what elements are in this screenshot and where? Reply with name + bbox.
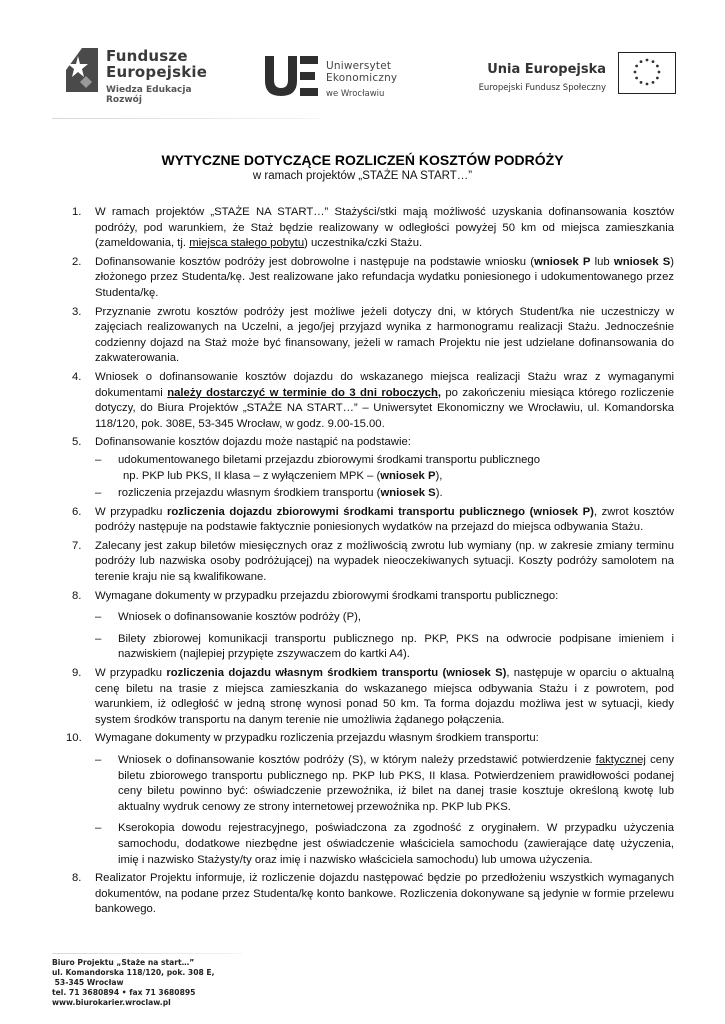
item-text: , następuje w oparciu o aktualną cenę biletu na trasie z miejsca zamieszkania do wskazanego miejsca odbywania Stażu i z powrotem, pod warunkiem, iż odległość w jedną stronę wynosi ponad 50 km. Ta forma dojazdu możliwa jest w sytuacji, kiedy system środków transportu na danym terenie nie umożliwia żądanego połączenia. — [95, 667, 675, 726]
footer-website-link[interactable]: www.biurokarier.wroclaw.pl — [52, 998, 171, 1007]
item-bold-text: wniosek S — [613, 255, 671, 268]
ue-logo-line1: Uniwersytet Ekonomiczny — [326, 60, 398, 84]
item-text: W przypadku — [95, 667, 167, 680]
dash-bullet-icon: – — [95, 453, 102, 466]
list-item — [72, 435, 674, 501]
list-item — [72, 505, 674, 536]
header-divider — [52, 118, 320, 119]
sub-list-item — [95, 821, 674, 868]
list-item — [72, 666, 674, 728]
item-text: Wymagane dokumenty w przypadku przejazdu zbiorowymi środkami transportu publicznego: — [95, 589, 559, 602]
sub-list-item — [95, 486, 674, 502]
item-text: Realizator Projektu informuje, iż rozliczenie dojazdu następować będzie po przedłożeniu wszystkich wymaganych dokumentów, na podane przez Studenta/kę konto bankowe. Rozliczenia dokonywane są jedynie w formie przelewu bankowego. — [95, 872, 674, 916]
fe-logo-line2: Europejskie — [106, 63, 208, 81]
footer-divider — [52, 953, 242, 954]
sub-item-text: Bilety zbiorowej komunikacji transportu publicznego np. PKP, PKS na odwrocie podpisane imieniem i nazwiskiem (najlepiej przypięte zszywaczem do kartki A4). — [118, 632, 674, 661]
eu-logo-line2: Europejski Fundusz Społeczny — [478, 83, 606, 93]
item-number: 5. — [72, 436, 82, 449]
sub-item-text: Kserokopia dowodu rejestracyjnego, poświadczona za zgodność z oryginałem. W przypadku użyczenia samochodu, dodatkowe niezbędne jest oświadczenie właściciela samochodu (zawierające datę użyczenia, imię i nazwisko Stażysty/ty oraz imię i nazwisko właściciela samochodu) lub umowa użyczenia. — [118, 822, 674, 866]
dash-bullet-icon: – — [95, 754, 102, 766]
sub-item-text: ). — [435, 487, 443, 500]
fe-star-icon — [64, 46, 100, 94]
item-number: 4. — [72, 370, 82, 383]
item-number: 2. — [72, 255, 82, 268]
ue-logo-line2: we Wrocławiu — [326, 89, 385, 99]
item-number: 6. — [72, 505, 82, 518]
list-item — [72, 205, 674, 252]
footer-city: 53-345 Wrocław — [52, 978, 124, 987]
item-number: 3. — [72, 305, 82, 318]
list-item — [72, 539, 674, 586]
item-text: Wymagane dokumenty w przypadku rozliczenia przejazdu własnym środkiem transportu: — [95, 732, 539, 745]
item-text: Dofinansowanie kosztów podróży jest dobrowolne i następuje na podstawie wniosku ( — [95, 255, 535, 268]
item-text: W przypadku — [95, 505, 167, 518]
fe-logo-line3: Wiedza Edukacja Rozwój — [106, 85, 192, 105]
sub-item-text: udokumentowanego biletami przejazdu zbiorowymi środkami transportu publicznego — [118, 453, 540, 466]
dash-bullet-icon: – — [95, 822, 102, 835]
footer-address: ul. Komandorska 118/120, pok. 308 E, — [52, 968, 215, 977]
document-subtitle: w ramach projektów „STAŻE NA START…” — [252, 170, 473, 182]
item-bold-text: wniosek P — [534, 255, 591, 268]
item-text: Zalecany jest zakup biletów miesięcznych oraz z możliwością zwrotu lub wymiany (np. w zakresie zmiany terminu podróży lub nazwiska osoby podróżującej) na wypadek nieoczekiwanych sytuacji. Koszty podróży samolotem na terenie kraju nie są kwalifikowane. — [95, 539, 674, 584]
sub-item-text: np. PKP lub PKS, II klasa – z wyłączeniem MPK – ( — [123, 469, 381, 482]
item-number: 8. — [72, 589, 82, 602]
item-text: Wniosek o dofinansowanie kosztów dojazdu do wskazanego miejsca realizacji Stażu wraz z wymaganymi dokumentami — [95, 370, 674, 399]
list-item — [66, 731, 674, 868]
sub-item-bold-text: wniosek S — [380, 487, 436, 500]
item-text: , zwrot kosztów podróży następuje na podstawie faktycznie poniesionych wydatków na przejazd do miejsca odbywania Stażu. — [95, 505, 674, 534]
sub-item-text: Wniosek o dofinansowanie kosztów podróży (P), — [118, 611, 361, 624]
sub-list-item — [95, 753, 674, 815]
item-text: ) uczestnika/czki Stażu. — [304, 237, 423, 250]
list-item — [72, 370, 674, 432]
list-item — [72, 305, 674, 367]
item-text: lub — [590, 255, 614, 268]
dash-bullet-icon: – — [95, 611, 102, 624]
guidelines-list — [66, 205, 675, 921]
page-footer — [52, 958, 215, 1008]
document-title: WYTYCZNE DOTYCZĄCE ROZLICZEŃ KOSZTÓW PODRÓŻY — [161, 152, 564, 168]
list-item — [72, 871, 674, 918]
item-number: 8. — [72, 872, 82, 885]
item-text: ) złożonego przez Studenta/kę. Jest realizowane jako refundacja wydatku poniesionego i udokumentowanego przez Studenta/kę. — [95, 255, 674, 299]
sub-item-underlined-text: faktycznej — [595, 754, 646, 766]
eu-logo-line1: Unia Europejska — [487, 62, 606, 77]
sub-item-bold-text: wniosek P — [380, 469, 436, 482]
eu-flag-icon — [618, 52, 676, 94]
footer-phone-fax: tel. 71 3680894 • fax 71 3680895 — [52, 988, 196, 997]
footer-office-name: Biuro Projektu „Staże na start…” — [52, 958, 195, 967]
list-item — [72, 589, 674, 663]
unia-europejska-label — [476, 62, 606, 93]
sub-item-text: ), — [435, 469, 443, 482]
dash-bullet-icon: – — [95, 487, 102, 500]
item-bold-text: rozliczenia dojazdu własnym środkiem transportu (wniosek S) — [166, 667, 507, 680]
item-underlined-text: miejsca stałego pobytu — [189, 237, 305, 250]
sub-list-item — [95, 453, 674, 484]
item-number: 1. — [72, 206, 82, 218]
uniwersytet-ekonomiczny-logo — [262, 52, 462, 104]
sub-item-text: rozliczenia przejazdu własnym środkiem transportu ( — [118, 487, 381, 500]
item-number: 10. — [66, 732, 82, 745]
deadline-highlight: należy dostarczyć w terminie do 3 dni roboczych, — [167, 386, 441, 399]
list-item — [72, 255, 674, 302]
dash-bullet-icon: – — [95, 632, 102, 645]
sub-list-item — [95, 610, 674, 626]
item-number: 9. — [72, 667, 82, 680]
item-bold-text: rozliczenia dojazdu zbiorowymi środkami transportu publicznego (wniosek P) — [166, 505, 594, 518]
sub-list-item — [95, 632, 674, 663]
fundusze-europejskie-logo — [64, 46, 224, 105]
sub-item-text: Wniosek o dofinansowanie kosztów podróży (S), w którym należy przedstawić potwierdzenie — [118, 754, 596, 766]
page-header — [0, 0, 725, 118]
item-number: 7. — [72, 539, 82, 552]
sub-item-text: ceny biletu zbiorowego transportu publicznego np. PKP lub PKS, II klasa. Potwierdzeniem prawidłowości podanej ceny biletu powinno być: oświadczenie przewoźnika, iż bilet na danej trasie kosztuje określoną kwotę lub aktualny wydruk cenowy ze strony internetowej przewoźnika np. PKP lub PKS. — [118, 754, 674, 813]
item-text: po zakończeniu miesiąca którego rozliczenie dotyczy, do Biura Projektów „STAŻE NA START…” – Uniwersytet Ekonomiczny we Wrocławiu, ul. Komandorska 118/120, pok. 308E, 53-345 Wrocław, w godz. 9.00-15.00. — [95, 386, 675, 430]
item-text: W ramach projektów „STAŻE NA START…” Stażyści/stki mają możliwość uzyskania dofinansowania kosztów podróży, pod warunkiem, że Staż będzie realizowany w odległości powyżej 50 km od miejsca zamieszkania (zameldowania, tj. — [95, 206, 674, 250]
item-text: Dofinansowanie kosztów dojazdu może nastąpić na podstawie: — [95, 436, 411, 449]
fe-logo-line1: Fundusze — [106, 47, 188, 65]
ue-monogram-icon — [262, 52, 320, 98]
item-text: Przyznanie zwrotu kosztów podróży jest możliwe jeżeli dotyczy dni, w których Student/ka nie uczestniczy w zajęciach realizowanych na Uczelni, a jego/jej przyjazd wynika z harmonogramu realizacji Stażu. Jednocześnie codzienny dojazd na Staż może być finansowany, jeżeli w ramach Projektu nie jest udzielane dofinansowania do zakwaterowania. — [95, 305, 674, 365]
